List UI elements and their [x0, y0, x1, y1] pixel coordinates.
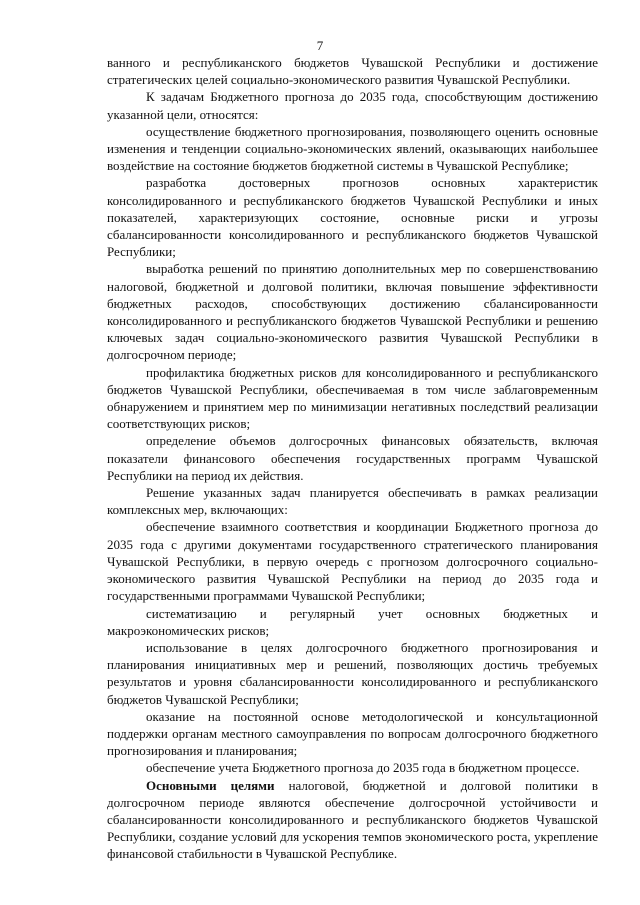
paragraph-task-obligations: определение объемов долгосрочных финансовых обязательств, включая показатели финансового обеспечения государственных программ Чувашской Республики на период их действия.	[107, 433, 598, 483]
paragraph-measure-initiatives: использование в целях долгосрочного бюджетного прогнозирования и планирования инициативных мер и решений, позволяющих достичь требуемых результатов и уровня сбалансированности консолидированного и республиканского бюджетов Чувашской Республики;	[107, 639, 598, 707]
paragraph-measure-budget-process: обеспечение учета Бюджетного прогноза до 2035 года в бюджетном процессе.	[146, 760, 580, 776]
paragraph-task-risk-prevention: профилактика бюджетных рисков для консолидированного и республиканского бюджетов Чувашской Республики, обеспечиваемая в том числе заблаговременным обнаружением и принятием мер по минимизации негативных последствий реализации соответствующих рисков;	[107, 364, 598, 432]
paragraph-task-forecasting: осуществление бюджетного прогнозирования, позволяющего оценить основные изменения и тенденции социально-экономических явлений, оказывающих наибольшее воздействие на состояние бюджетов бюджетной системы в Чувашской Республике;	[107, 123, 598, 174]
main-goals-lead: Основными целями	[146, 777, 275, 793]
paragraph-measure-coordination: обеспечение взаимного соответствия и координации Бюджетного прогноза до 2035 года с другими документами государственного стратегического планирования Чувашской Республики, в первую очередь с прогнозом долгосрочного социально-экономического развития Чувашской Республики на период до 2035 года и государственными программами Чувашской Республики;	[107, 519, 598, 604]
paragraph-measure-support: оказание на постоянной основе методологической и консультационной поддержки органам местного самоуправления по вопросам долгосрочного бюджетного прогнозирования и планирования;	[107, 708, 598, 759]
main-goals-text: налоговой, бюджетной и долговой политики в долгосрочном периоде являются обеспечение долгосрочной устойчивости и сбалансированности консолидированного и республиканского бюджетов Чувашской Республики, создание условий для ускорения темпов экономического роста, укрепление финансовой стабильности в Чувашской Республике.	[107, 777, 598, 862]
paragraph-tasks-intro: К задачам Бюджетного прогноза до 2035 года, способствующим достижению указанной цели, относятся:	[107, 89, 598, 122]
paragraph-main-goals	[107, 777, 598, 863]
document-body	[107, 54, 598, 863]
paragraph-measure-risk-accounting: систематизацию и регулярный учет основных бюджетных и макроэкономических рисков;	[107, 605, 598, 638]
page-number: 7	[316, 38, 324, 53]
paragraph-continuation: ванного и республиканского бюджетов Чувашской Республики и достижение стратегических целей социально-экономического развития Чувашской Республики.	[107, 55, 598, 88]
paragraph-task-development: разработка достоверных прогнозов основных характеристик консолидированного и республиканского бюджетов Чувашской Республики и иных показателей, характеризующих состояние, основные риски и угрозы сбалансированности консолидированного и республиканского бюджетов Чувашской Республики;	[107, 175, 598, 260]
paragraph-measures-intro: Решение указанных задач планируется обеспечивать в рамках реализации комплексных мер, включающих:	[107, 485, 598, 518]
paragraph-task-decisions: выработка решений по принятию дополнительных мер по совершенствованию налоговой, бюджетной и долговой политики, включая повышение эффективности бюджетных расходов, способствующих достижению сбалансированности консолидированного и республиканского бюджетов Чувашской Республики и решению ключевых задач социально-экономического развития Чувашской Республики в долгосрочном периоде;	[107, 261, 598, 363]
